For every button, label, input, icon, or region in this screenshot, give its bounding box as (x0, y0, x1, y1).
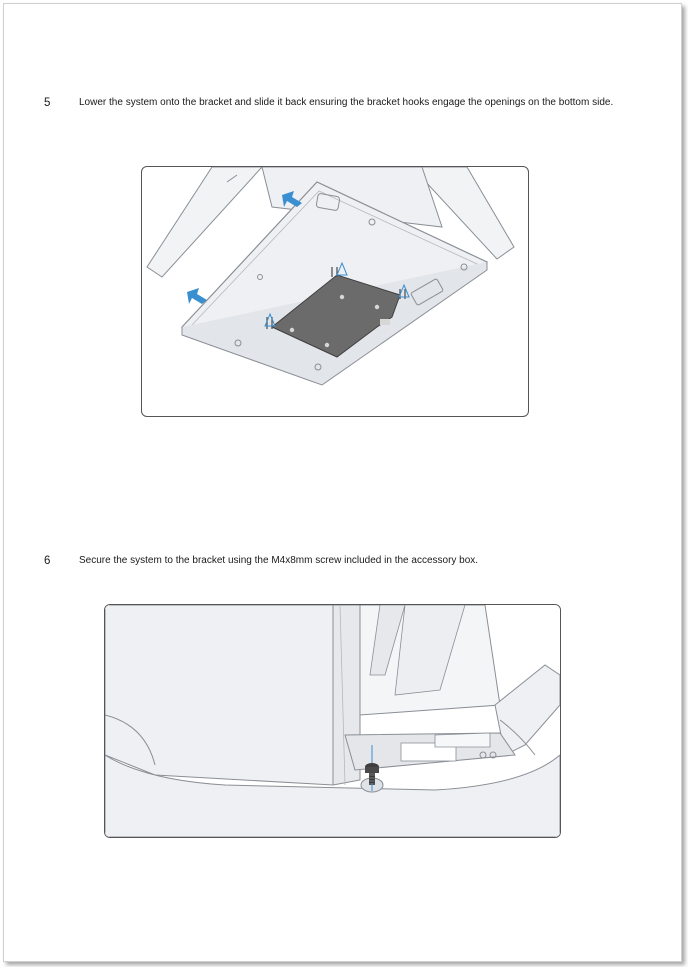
bracket-slide-drawing (142, 167, 528, 416)
step-number: 5 (44, 97, 51, 109)
step-instruction: Lower the system onto the bracket and slide it back ensuring the bracket hooks engage the openings on the bottom side. (79, 97, 614, 108)
manual-page (3, 3, 682, 962)
step-5-illustration (141, 166, 529, 417)
step-instruction: Secure the system to the bracket using the M4x8mm screw included in the accessory box. (79, 555, 479, 566)
screw-install-drawing (105, 605, 560, 837)
slide-arrow-icon (187, 288, 207, 304)
step-number: 6 (44, 555, 51, 567)
step-6-illustration (104, 604, 561, 838)
